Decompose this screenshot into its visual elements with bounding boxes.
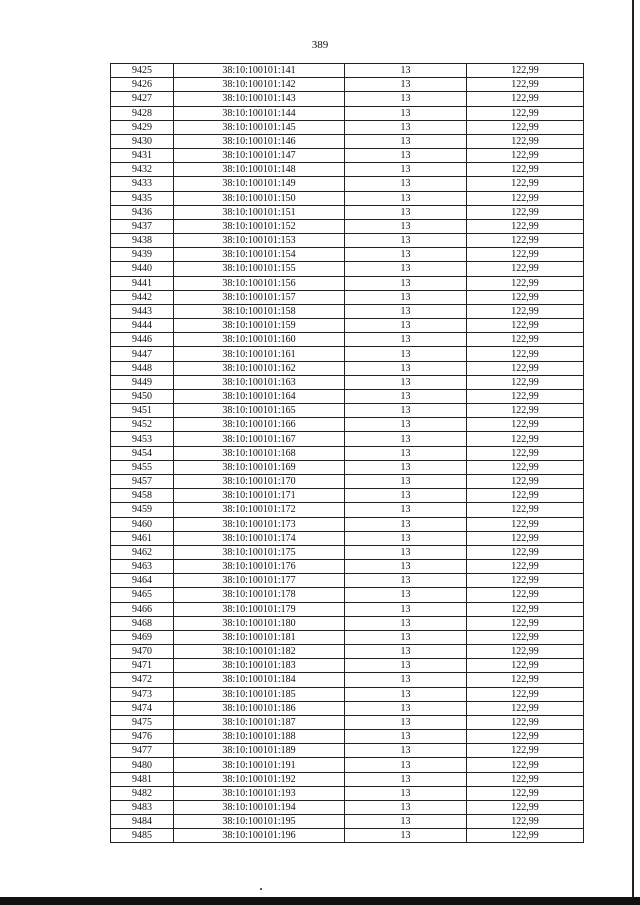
row-number-cell: 9465: [111, 588, 174, 602]
count-cell: 13: [345, 730, 467, 744]
table-row: [111, 191, 584, 205]
table-row: [111, 545, 584, 559]
count-cell: 13: [345, 687, 467, 701]
cadastral-number-cell: 38:10:100101:161: [174, 347, 345, 361]
table-row: [111, 262, 584, 276]
cadastral-number-cell: 38:10:100101:165: [174, 404, 345, 418]
count-cell: 13: [345, 404, 467, 418]
table-row: [111, 92, 584, 106]
value-cell: 122,99: [467, 64, 584, 78]
count-cell: 13: [345, 829, 467, 843]
count-cell: 13: [345, 333, 467, 347]
cadastral-number-cell: 38:10:100101:180: [174, 616, 345, 630]
row-number-cell: 9458: [111, 489, 174, 503]
count-cell: 13: [345, 446, 467, 460]
value-cell: 122,99: [467, 234, 584, 248]
value-cell: 122,99: [467, 687, 584, 701]
value-cell: 122,99: [467, 829, 584, 843]
count-cell: 13: [345, 347, 467, 361]
value-cell: 122,99: [467, 418, 584, 432]
table-row: [111, 276, 584, 290]
count-cell: 13: [345, 134, 467, 148]
table-row: [111, 248, 584, 262]
count-cell: 13: [345, 205, 467, 219]
value-cell: 122,99: [467, 574, 584, 588]
table-row: [111, 503, 584, 517]
table-row: [111, 517, 584, 531]
table-row: [111, 319, 584, 333]
cadastral-number-cell: 38:10:100101:151: [174, 205, 345, 219]
value-cell: 122,99: [467, 446, 584, 460]
row-number-cell: 9464: [111, 574, 174, 588]
count-cell: 13: [345, 432, 467, 446]
cadastral-number-cell: 38:10:100101:144: [174, 106, 345, 120]
table-row: [111, 290, 584, 304]
cadastral-number-cell: 38:10:100101:167: [174, 432, 345, 446]
table-row: [111, 389, 584, 403]
count-cell: 13: [345, 290, 467, 304]
value-cell: 122,99: [467, 375, 584, 389]
scan-bottom-edge: [0, 897, 640, 905]
value-cell: 122,99: [467, 673, 584, 687]
table-body: [111, 64, 584, 843]
cadastral-number-cell: 38:10:100101:159: [174, 319, 345, 333]
count-cell: 13: [345, 106, 467, 120]
table-row: [111, 106, 584, 120]
table-row: [111, 205, 584, 219]
table-row: [111, 531, 584, 545]
cadastral-number-cell: 38:10:100101:141: [174, 64, 345, 78]
count-cell: 13: [345, 92, 467, 106]
row-number-cell: 9425: [111, 64, 174, 78]
table-row: [111, 333, 584, 347]
value-cell: 122,99: [467, 715, 584, 729]
count-cell: 13: [345, 602, 467, 616]
row-number-cell: 9427: [111, 92, 174, 106]
value-cell: 122,99: [467, 758, 584, 772]
table-row: [111, 474, 584, 488]
value-cell: 122,99: [467, 319, 584, 333]
row-number-cell: 9426: [111, 78, 174, 92]
row-number-cell: 9428: [111, 106, 174, 120]
table-row: [111, 616, 584, 630]
value-cell: 122,99: [467, 333, 584, 347]
table-row: [111, 645, 584, 659]
count-cell: 13: [345, 659, 467, 673]
count-cell: 13: [345, 64, 467, 78]
count-cell: 13: [345, 701, 467, 715]
table-row: [111, 815, 584, 829]
table-row: [111, 786, 584, 800]
count-cell: 13: [345, 177, 467, 191]
value-cell: 122,99: [467, 347, 584, 361]
value-cell: 122,99: [467, 474, 584, 488]
row-number-cell: 9447: [111, 347, 174, 361]
count-cell: 13: [345, 78, 467, 92]
value-cell: 122,99: [467, 730, 584, 744]
row-number-cell: 9468: [111, 616, 174, 630]
row-number-cell: 9457: [111, 474, 174, 488]
table-row: [111, 730, 584, 744]
table-row: [111, 659, 584, 673]
value-cell: 122,99: [467, 120, 584, 134]
table-row: [111, 375, 584, 389]
row-number-cell: 9443: [111, 304, 174, 318]
row-number-cell: 9435: [111, 191, 174, 205]
value-cell: 122,99: [467, 177, 584, 191]
value-cell: 122,99: [467, 304, 584, 318]
row-number-cell: 9453: [111, 432, 174, 446]
cadastral-number-cell: 38:10:100101:164: [174, 389, 345, 403]
data-table: [110, 63, 584, 843]
count-cell: 13: [345, 517, 467, 531]
value-cell: 122,99: [467, 489, 584, 503]
row-number-cell: 9480: [111, 758, 174, 772]
table-row: [111, 701, 584, 715]
table-row: [111, 404, 584, 418]
row-number-cell: 9433: [111, 177, 174, 191]
cadastral-number-cell: 38:10:100101:176: [174, 560, 345, 574]
value-cell: 122,99: [467, 786, 584, 800]
value-cell: 122,99: [467, 800, 584, 814]
table-row: [111, 120, 584, 134]
cadastral-number-cell: 38:10:100101:154: [174, 248, 345, 262]
scan-speck: [260, 888, 262, 890]
count-cell: 13: [345, 418, 467, 432]
count-cell: 13: [345, 262, 467, 276]
count-cell: 13: [345, 588, 467, 602]
cadastral-number-cell: 38:10:100101:195: [174, 815, 345, 829]
table-row: [111, 177, 584, 191]
table-row: [111, 361, 584, 375]
value-cell: 122,99: [467, 772, 584, 786]
scan-right-edge: [632, 0, 634, 897]
cadastral-number-cell: 38:10:100101:175: [174, 545, 345, 559]
cadastral-number-cell: 38:10:100101:183: [174, 659, 345, 673]
cadastral-number-cell: 38:10:100101:181: [174, 630, 345, 644]
value-cell: 122,99: [467, 78, 584, 92]
cadastral-number-cell: 38:10:100101:184: [174, 673, 345, 687]
row-number-cell: 9444: [111, 319, 174, 333]
count-cell: 13: [345, 800, 467, 814]
row-number-cell: 9431: [111, 149, 174, 163]
count-cell: 13: [345, 474, 467, 488]
cadastral-number-cell: 38:10:100101:142: [174, 78, 345, 92]
row-number-cell: 9439: [111, 248, 174, 262]
row-number-cell: 9438: [111, 234, 174, 248]
value-cell: 122,99: [467, 588, 584, 602]
count-cell: 13: [345, 248, 467, 262]
table-row: [111, 744, 584, 758]
value-cell: 122,99: [467, 659, 584, 673]
value-cell: 122,99: [467, 92, 584, 106]
row-number-cell: 9477: [111, 744, 174, 758]
value-cell: 122,99: [467, 389, 584, 403]
count-cell: 13: [345, 361, 467, 375]
table-row: [111, 715, 584, 729]
table-row: [111, 673, 584, 687]
cadastral-number-cell: 38:10:100101:174: [174, 531, 345, 545]
cadastral-number-cell: 38:10:100101:194: [174, 800, 345, 814]
count-cell: 13: [345, 560, 467, 574]
row-number-cell: 9484: [111, 815, 174, 829]
count-cell: 13: [345, 616, 467, 630]
row-number-cell: 9466: [111, 602, 174, 616]
cadastral-number-cell: 38:10:100101:172: [174, 503, 345, 517]
count-cell: 13: [345, 673, 467, 687]
count-cell: 13: [345, 630, 467, 644]
count-cell: 13: [345, 645, 467, 659]
cadastral-number-cell: 38:10:100101:189: [174, 744, 345, 758]
count-cell: 13: [345, 149, 467, 163]
count-cell: 13: [345, 489, 467, 503]
value-cell: 122,99: [467, 744, 584, 758]
cadastral-number-cell: 38:10:100101:158: [174, 304, 345, 318]
row-number-cell: 9461: [111, 531, 174, 545]
cadastral-number-cell: 38:10:100101:196: [174, 829, 345, 843]
value-cell: 122,99: [467, 701, 584, 715]
row-number-cell: 9462: [111, 545, 174, 559]
table-row: [111, 432, 584, 446]
cadastral-number-cell: 38:10:100101:153: [174, 234, 345, 248]
cadastral-number-cell: 38:10:100101:156: [174, 276, 345, 290]
cadastral-number-cell: 38:10:100101:162: [174, 361, 345, 375]
count-cell: 13: [345, 276, 467, 290]
value-cell: 122,99: [467, 630, 584, 644]
value-cell: 122,99: [467, 276, 584, 290]
cadastral-number-cell: 38:10:100101:171: [174, 489, 345, 503]
row-number-cell: 9473: [111, 687, 174, 701]
table-row: [111, 149, 584, 163]
cadastral-number-cell: 38:10:100101:170: [174, 474, 345, 488]
row-number-cell: 9452: [111, 418, 174, 432]
row-number-cell: 9436: [111, 205, 174, 219]
value-cell: 122,99: [467, 106, 584, 120]
table-row: [111, 560, 584, 574]
value-cell: 122,99: [467, 460, 584, 474]
count-cell: 13: [345, 744, 467, 758]
cadastral-number-cell: 38:10:100101:178: [174, 588, 345, 602]
count-cell: 13: [345, 234, 467, 248]
cadastral-number-cell: 38:10:100101:163: [174, 375, 345, 389]
value-cell: 122,99: [467, 262, 584, 276]
row-number-cell: 9471: [111, 659, 174, 673]
row-number-cell: 9441: [111, 276, 174, 290]
value-cell: 122,99: [467, 432, 584, 446]
cadastral-number-cell: 38:10:100101:157: [174, 290, 345, 304]
count-cell: 13: [345, 219, 467, 233]
row-number-cell: 9483: [111, 800, 174, 814]
count-cell: 13: [345, 503, 467, 517]
value-cell: 122,99: [467, 616, 584, 630]
table-row: [111, 78, 584, 92]
value-cell: 122,99: [467, 163, 584, 177]
cadastral-number-cell: 38:10:100101:185: [174, 687, 345, 701]
cadastral-number-cell: 38:10:100101:146: [174, 134, 345, 148]
table-row: [111, 163, 584, 177]
row-number-cell: 9446: [111, 333, 174, 347]
row-number-cell: 9460: [111, 517, 174, 531]
row-number-cell: 9451: [111, 404, 174, 418]
table-row: [111, 304, 584, 318]
value-cell: 122,99: [467, 404, 584, 418]
cadastral-number-cell: 38:10:100101:191: [174, 758, 345, 772]
row-number-cell: 9463: [111, 560, 174, 574]
table-row: [111, 489, 584, 503]
row-number-cell: 9449: [111, 375, 174, 389]
value-cell: 122,99: [467, 191, 584, 205]
row-number-cell: 9429: [111, 120, 174, 134]
row-number-cell: 9448: [111, 361, 174, 375]
value-cell: 122,99: [467, 290, 584, 304]
table-row: [111, 418, 584, 432]
count-cell: 13: [345, 319, 467, 333]
value-cell: 122,99: [467, 205, 584, 219]
table-row: [111, 772, 584, 786]
value-cell: 122,99: [467, 560, 584, 574]
cadastral-number-cell: 38:10:100101:187: [174, 715, 345, 729]
count-cell: 13: [345, 531, 467, 545]
row-number-cell: 9459: [111, 503, 174, 517]
table-row: [111, 758, 584, 772]
count-cell: 13: [345, 574, 467, 588]
count-cell: 13: [345, 375, 467, 389]
cadastral-number-cell: 38:10:100101:182: [174, 645, 345, 659]
value-cell: 122,99: [467, 602, 584, 616]
value-cell: 122,99: [467, 361, 584, 375]
row-number-cell: 9442: [111, 290, 174, 304]
row-number-cell: 9437: [111, 219, 174, 233]
row-number-cell: 9482: [111, 786, 174, 800]
table-row: [111, 602, 584, 616]
count-cell: 13: [345, 120, 467, 134]
row-number-cell: 9472: [111, 673, 174, 687]
cadastral-number-cell: 38:10:100101:148: [174, 163, 345, 177]
cadastral-number-cell: 38:10:100101:160: [174, 333, 345, 347]
cadastral-number-cell: 38:10:100101:192: [174, 772, 345, 786]
value-cell: 122,99: [467, 517, 584, 531]
value-cell: 122,99: [467, 503, 584, 517]
value-cell: 122,99: [467, 248, 584, 262]
count-cell: 13: [345, 772, 467, 786]
table-row: [111, 446, 584, 460]
count-cell: 13: [345, 460, 467, 474]
table-row: [111, 347, 584, 361]
count-cell: 13: [345, 545, 467, 559]
row-number-cell: 9485: [111, 829, 174, 843]
table-row: [111, 588, 584, 602]
row-number-cell: 9476: [111, 730, 174, 744]
cadastral-number-cell: 38:10:100101:186: [174, 701, 345, 715]
cadastral-number-cell: 38:10:100101:150: [174, 191, 345, 205]
cadastral-number-cell: 38:10:100101:143: [174, 92, 345, 106]
cadastral-number-cell: 38:10:100101:193: [174, 786, 345, 800]
count-cell: 13: [345, 715, 467, 729]
cadastral-number-cell: 38:10:100101:168: [174, 446, 345, 460]
row-number-cell: 9430: [111, 134, 174, 148]
cadastral-number-cell: 38:10:100101:173: [174, 517, 345, 531]
cadastral-number-cell: 38:10:100101:152: [174, 219, 345, 233]
count-cell: 13: [345, 786, 467, 800]
value-cell: 122,99: [467, 815, 584, 829]
row-number-cell: 9454: [111, 446, 174, 460]
table-row: [111, 687, 584, 701]
value-cell: 122,99: [467, 149, 584, 163]
row-number-cell: 9469: [111, 630, 174, 644]
row-number-cell: 9440: [111, 262, 174, 276]
cadastral-number-cell: 38:10:100101:145: [174, 120, 345, 134]
table-row: [111, 219, 584, 233]
table-row: [111, 800, 584, 814]
cadastral-number-cell: 38:10:100101:149: [174, 177, 345, 191]
cadastral-number-cell: 38:10:100101:147: [174, 149, 345, 163]
value-cell: 122,99: [467, 531, 584, 545]
table-row: [111, 574, 584, 588]
count-cell: 13: [345, 304, 467, 318]
value-cell: 122,99: [467, 219, 584, 233]
table-row: [111, 829, 584, 843]
table-row: [111, 630, 584, 644]
row-number-cell: 9470: [111, 645, 174, 659]
cadastral-number-cell: 38:10:100101:155: [174, 262, 345, 276]
value-cell: 122,99: [467, 645, 584, 659]
page-number: 389: [311, 39, 329, 51]
row-number-cell: 9481: [111, 772, 174, 786]
value-cell: 122,99: [467, 545, 584, 559]
value-cell: 122,99: [467, 134, 584, 148]
count-cell: 13: [345, 758, 467, 772]
row-number-cell: 9455: [111, 460, 174, 474]
count-cell: 13: [345, 389, 467, 403]
table-row: [111, 460, 584, 474]
row-number-cell: 9432: [111, 163, 174, 177]
row-number-cell: 9475: [111, 715, 174, 729]
cadastral-number-cell: 38:10:100101:169: [174, 460, 345, 474]
cadastral-number-cell: 38:10:100101:188: [174, 730, 345, 744]
cadastral-number-cell: 38:10:100101:177: [174, 574, 345, 588]
table-row: [111, 234, 584, 248]
table-row: [111, 134, 584, 148]
table-row: [111, 64, 584, 78]
count-cell: 13: [345, 191, 467, 205]
cadastral-number-cell: 38:10:100101:166: [174, 418, 345, 432]
row-number-cell: 9474: [111, 701, 174, 715]
cadastral-number-cell: 38:10:100101:179: [174, 602, 345, 616]
row-number-cell: 9450: [111, 389, 174, 403]
count-cell: 13: [345, 815, 467, 829]
count-cell: 13: [345, 163, 467, 177]
